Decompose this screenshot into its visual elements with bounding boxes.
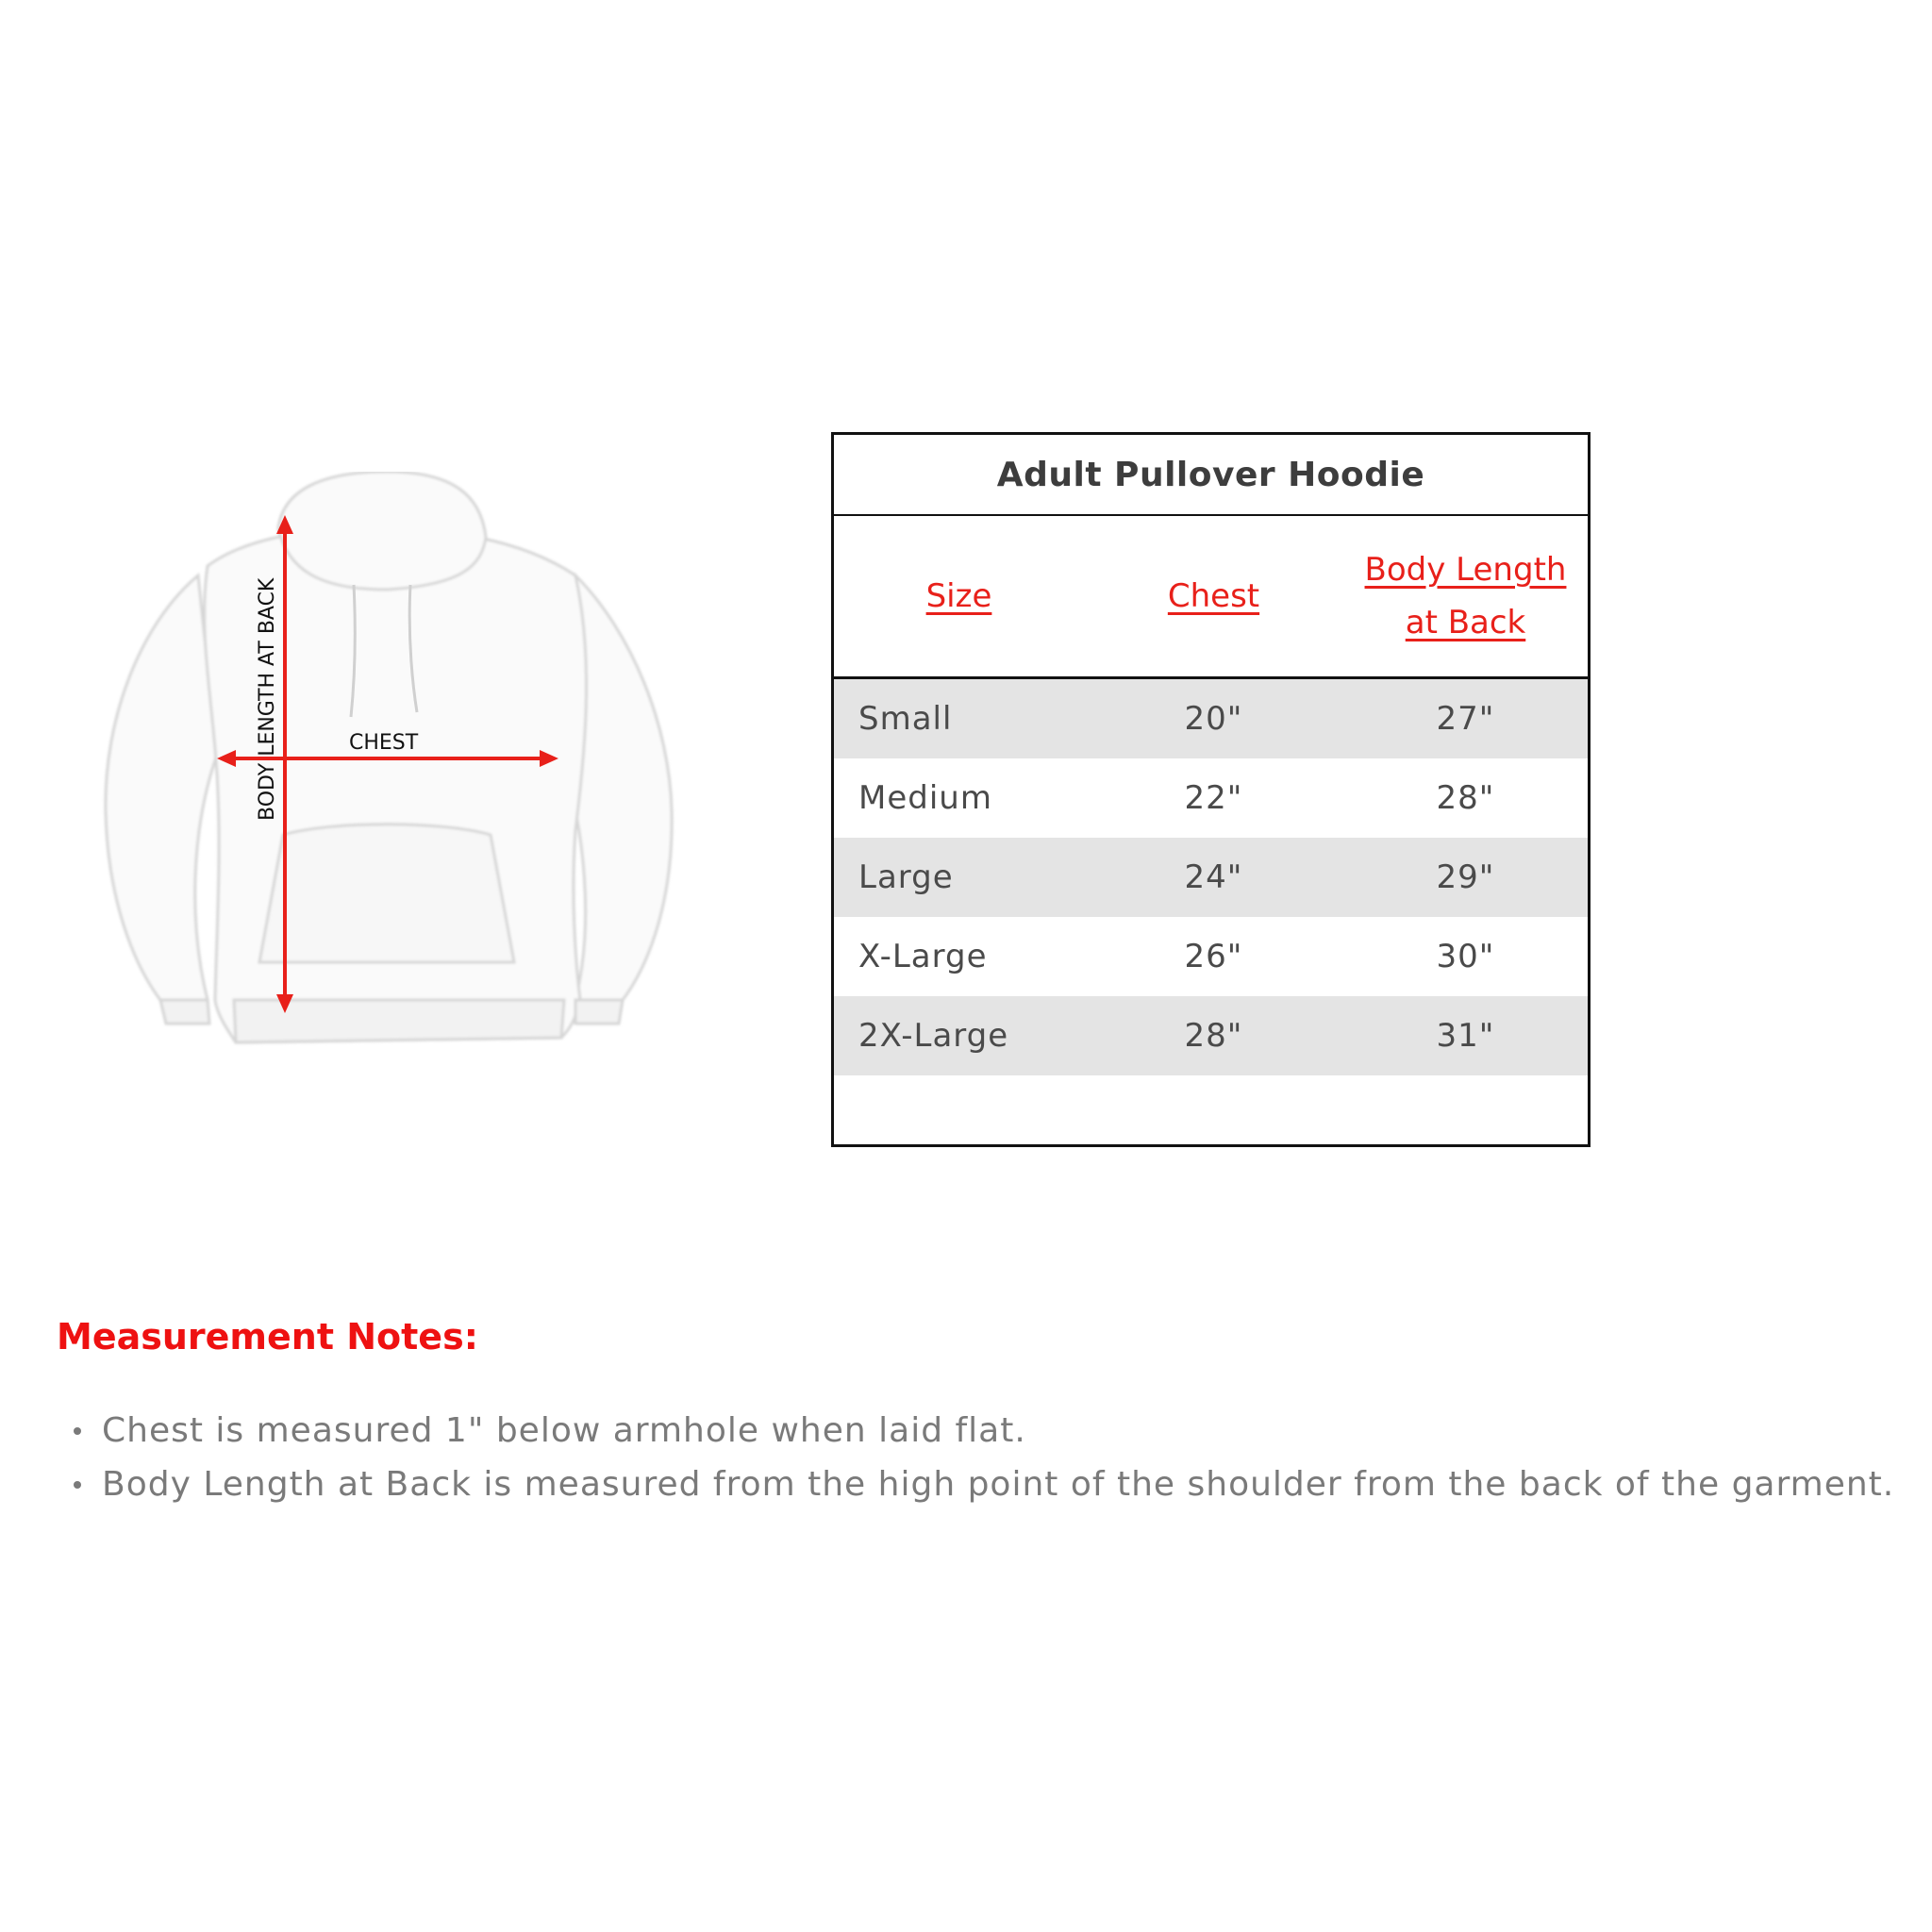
table-title: Adult Pullover Hoodie xyxy=(834,435,1588,516)
cell-chest: 22" xyxy=(1184,779,1243,817)
header-size[interactable]: Size xyxy=(925,577,992,615)
cell-size: 2X-Large xyxy=(858,1017,1009,1055)
cell-size: Medium xyxy=(858,779,992,817)
hoodie-diagram xyxy=(85,472,698,1057)
cell-chest: 28" xyxy=(1184,1017,1243,1055)
note-text: Body Length at Back is measured from the high point of the shoulder from the back of the garment. xyxy=(102,1465,1895,1504)
size-chart-table xyxy=(831,432,1591,1147)
header-body-length-line1[interactable]: Body Length xyxy=(1364,551,1567,589)
cell-size: X-Large xyxy=(858,938,988,975)
chest-label: CHEST xyxy=(349,731,419,755)
list-item xyxy=(74,1404,1894,1457)
table-row xyxy=(834,996,1588,1075)
notes-title: Measurement Notes: xyxy=(57,1316,478,1357)
cell-body-length: 30" xyxy=(1436,938,1495,975)
cell-body-length: 31" xyxy=(1436,1017,1495,1055)
header-body-length[interactable] xyxy=(1343,543,1588,649)
cell-size: Small xyxy=(858,700,953,738)
header-chest[interactable]: Chest xyxy=(1167,577,1260,615)
bullet-icon xyxy=(74,1427,81,1435)
cell-chest: 26" xyxy=(1184,938,1243,975)
note-text: Chest is measured 1" below armhole when laid flat. xyxy=(102,1411,1026,1450)
table-header-row xyxy=(834,516,1588,679)
bullet-icon xyxy=(74,1481,81,1489)
table-row xyxy=(834,679,1588,758)
length-label: BODY LENGTH AT BACK xyxy=(256,577,279,821)
table-row xyxy=(834,917,1588,996)
table-row xyxy=(834,758,1588,838)
cell-size: Large xyxy=(858,858,954,896)
cell-body-length: 27" xyxy=(1436,700,1495,738)
list-item xyxy=(74,1457,1894,1511)
cell-body-length: 29" xyxy=(1436,858,1495,896)
hoodie-illustration xyxy=(85,472,698,1057)
table-row xyxy=(834,838,1588,917)
header-body-length-line2[interactable]: at Back xyxy=(1405,604,1526,641)
cell-body-length: 28" xyxy=(1436,779,1495,817)
cell-chest: 20" xyxy=(1184,700,1243,738)
cell-chest: 24" xyxy=(1184,858,1243,896)
notes-list xyxy=(74,1404,1894,1511)
